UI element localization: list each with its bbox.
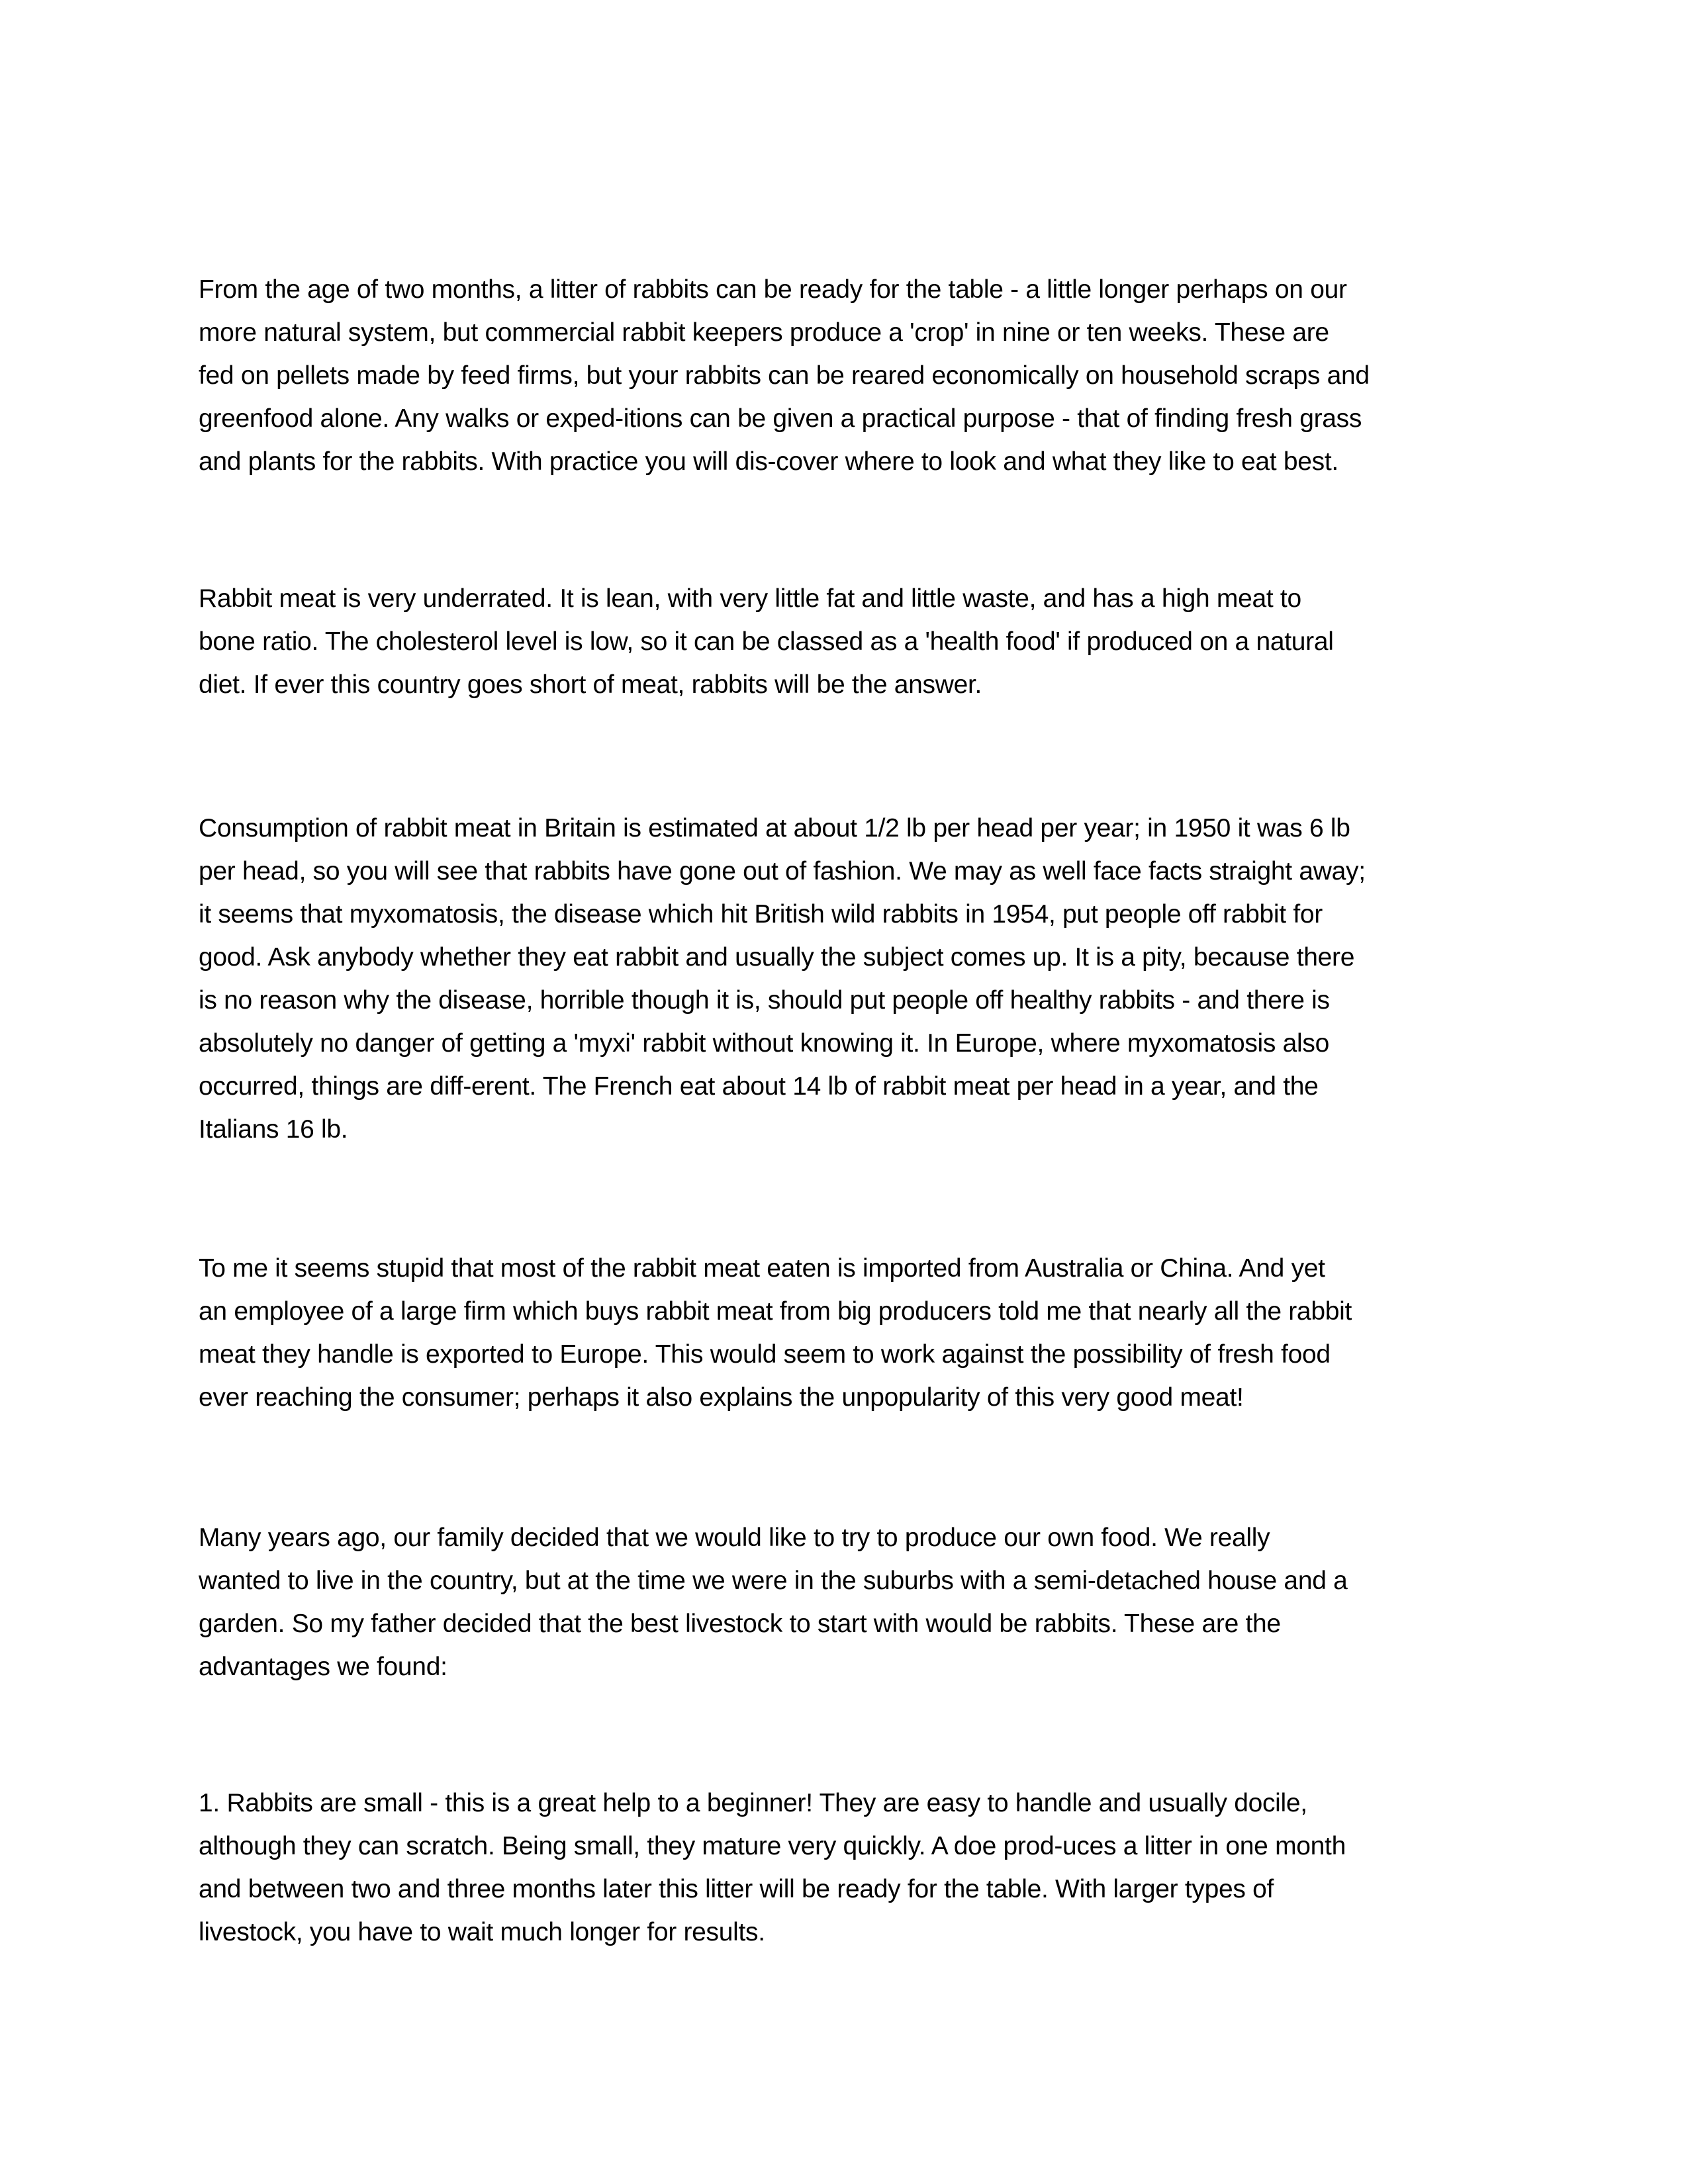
text-line: To me it seems stupid that most of the rabbit meat eaten is imported from Australia or China. And yet (199, 1254, 1325, 1283)
text-line: an employee of a large firm which buys rabbit meat from big producers told me that nearly all the rabbit (199, 1297, 1352, 1326)
text-line: it seems that myxomatosis, the disease which hit British wild rabbits in 1954, put people off rabbit for (199, 900, 1323, 929)
paragraph (199, 1782, 1489, 1954)
text-line: greenfood alone. Any walks or exped-itions can be given a practical purpose - that of finding fresh grass (199, 404, 1362, 433)
text-line: fed on pellets made by feed firms, but your rabbits can be reared economically on household scraps and (199, 361, 1370, 390)
text-line: meat they handle is exported to Europe. This would seem to work against the possibility of fresh food (199, 1340, 1331, 1369)
text-line: ever reaching the consumer; perhaps it also explains the unpopularity of this very good meat! (199, 1383, 1244, 1412)
text-line: livestock, you have to wait much longer for results. (199, 1918, 765, 1946)
text-line: absolutely no danger of getting a 'myxi' rabbit without knowing it. In Europe, where myxomatosis also (199, 1029, 1330, 1058)
text-line: is no reason why the disease, horrible though it is, should put people off healthy rabbits - and there is (199, 986, 1330, 1015)
text-line: Many years ago, our family decided that we would like to try to produce our own food. We really (199, 1524, 1270, 1552)
text-line: Italians 16 lb. (199, 1115, 348, 1144)
text-line: diet. If ever this country goes short of meat, rabbits will be the answer. (199, 670, 982, 699)
text-line: occurred, things are diff-erent. The French eat about 14 lb of rabbit meat per head in a year, and the (199, 1072, 1319, 1101)
text-line: advantages we found: (199, 1653, 447, 1681)
paragraph (199, 268, 1489, 483)
text-line: bone ratio. The cholesterol level is low, so it can be classed as a 'health food' if produced on a natural (199, 627, 1334, 656)
text-line: good. Ask anybody whether they eat rabbit and usually the subject comes up. It is a pity, because there (199, 943, 1355, 972)
text-line: and between two and three months later this litter will be ready for the table. With larger types of (199, 1875, 1274, 1903)
paragraph (199, 1247, 1489, 1419)
text-line: per head, so you will see that rabbits have gone out of fashion. We may as well face facts straight away; (199, 857, 1366, 886)
text-line: garden. So my father decided that the best livestock to start with would be rabbits. These are the (199, 1610, 1281, 1638)
text-line: Consumption of rabbit meat in Britain is estimated at about 1/2 lb per head per year; in 1950 it was 6 lb (199, 814, 1350, 842)
text-line: From the age of two months, a litter of rabbits can be ready for the table - a little longer perhaps on our (199, 275, 1347, 304)
paragraph (199, 1516, 1489, 1688)
text-line: wanted to live in the country, but at the time we were in the suburbs with a semi-detached house and a (199, 1567, 1348, 1595)
paragraph (199, 807, 1489, 1151)
paragraph (199, 577, 1489, 706)
text-line: more natural system, but commercial rabbit keepers produce a 'crop' in nine or ten weeks. These are (199, 318, 1329, 347)
text-line: although they can scratch. Being small, they mature very quickly. A doe prod-uces a litter in one month (199, 1832, 1346, 1860)
text-line: and plants for the rabbits. With practice you will dis-cover where to look and what they like to eat best. (199, 447, 1338, 476)
text-line: 1. Rabbits are small - this is a great help to a beginner! They are easy to handle and usually docile, (199, 1789, 1307, 1817)
text-line: Rabbit meat is very underrated. It is lean, with very little fat and little waste, and has a high meat to (199, 584, 1301, 613)
